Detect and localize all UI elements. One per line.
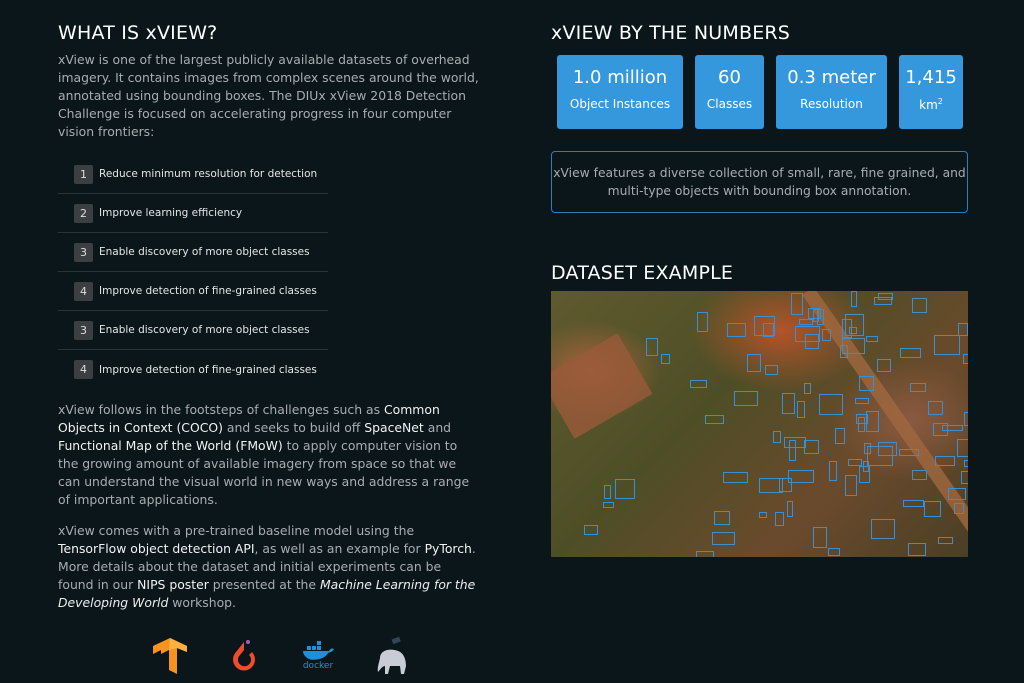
stats-row	[557, 55, 963, 129]
text: , as well as an example for	[254, 541, 425, 556]
framework-logos	[150, 636, 412, 676]
bounding-box	[782, 393, 796, 414]
stat-object-instances	[557, 55, 683, 129]
item-label: Improve learning efficiency	[99, 207, 243, 219]
gdal-elephant-logo-icon[interactable]	[372, 636, 412, 676]
bounding-box	[961, 471, 968, 484]
bounding-box	[948, 488, 966, 500]
bounding-box	[954, 503, 965, 514]
bounding-box	[845, 475, 857, 495]
bounding-box	[584, 525, 598, 536]
pytorch-link[interactable]: PyTorch	[424, 541, 472, 556]
list-item	[58, 233, 328, 272]
bounding-box	[928, 401, 943, 415]
frontiers-list	[58, 155, 328, 389]
numbers-title: xVIEW BY THE NUMBERS	[551, 22, 791, 44]
description-box: xView features a diverse collection of small, rare, fine grained, and multi-type objects with bounding box annotation.	[551, 151, 968, 213]
pytorch-logo-icon[interactable]	[224, 636, 264, 676]
bounding-box	[871, 519, 896, 539]
bounding-box	[842, 319, 852, 337]
bounding-box	[851, 291, 857, 307]
bounding-box	[788, 470, 814, 483]
footsteps-paragraph	[58, 401, 480, 509]
item-number: 2	[74, 204, 93, 223]
bounding-box	[765, 365, 778, 375]
dataset-example-image	[551, 291, 968, 557]
fmow-link[interactable]: Functional Map of the World (FMoW)	[58, 438, 283, 453]
stat-label	[899, 97, 963, 112]
bounding-box	[866, 336, 878, 342]
item-number: 4	[74, 282, 93, 301]
bounding-box	[840, 345, 848, 358]
bounding-box	[903, 500, 924, 507]
intro-paragraph: xView is one of the largest publicly available datasets of overhead imagery. It contains images from complex scenes around the world, annotated using bounding boxes. The DIUx xView 2018 Detection Challenge is focused on accelerating progress in four computer vision frontiers:	[58, 52, 479, 139]
bounding-box	[819, 394, 843, 415]
bounding-box	[935, 456, 955, 466]
list-item	[58, 311, 328, 350]
bounding-box	[813, 527, 827, 548]
bounding-box	[924, 501, 941, 516]
item-label: Reduce minimum resolution for detection	[99, 168, 318, 180]
bounding-box	[714, 511, 731, 525]
text: xView follows in the footsteps of challenges such as	[58, 402, 384, 417]
bounding-box	[690, 380, 707, 388]
bounding-box	[899, 449, 919, 455]
item-number: 4	[74, 360, 93, 379]
bounding-box	[754, 316, 775, 336]
item-label: Enable discovery of more object classes	[99, 246, 310, 258]
text: and seeks to build off	[222, 420, 365, 435]
list-item	[58, 155, 328, 194]
bounding-box	[848, 459, 862, 466]
bounding-box	[797, 401, 806, 419]
stat-value: 0.3 meter	[787, 67, 876, 88]
bounding-box	[734, 391, 758, 405]
bounding-box	[934, 335, 960, 355]
bounding-box	[877, 359, 892, 372]
bounding-box	[908, 543, 927, 555]
list-item	[58, 350, 328, 389]
bounding-box	[723, 472, 748, 483]
item-number: 1	[74, 165, 93, 184]
unit: km	[919, 98, 938, 112]
item-number: 3	[74, 243, 93, 262]
bounding-box	[697, 312, 708, 332]
docker-text: docker	[302, 661, 334, 671]
stat-label: Classes	[706, 97, 753, 111]
bounding-box	[795, 326, 820, 342]
text: and	[423, 420, 452, 435]
bounding-box	[747, 354, 761, 372]
bounding-box	[942, 425, 962, 432]
bounding-box	[712, 532, 735, 545]
bounding-box	[779, 478, 792, 492]
bounding-box	[787, 501, 793, 517]
docker-logo-icon[interactable]	[298, 636, 338, 676]
bounding-box	[859, 376, 874, 391]
text: . More details about the dataset and initial experiments can be found in our	[58, 541, 476, 592]
text: to apply computer vision to the growing amount of available imagery from space so that we can understand the visual world in new ways and address a range of important applications.	[58, 438, 470, 507]
stat-label: Resolution	[800, 97, 863, 111]
bounding-box	[727, 323, 746, 337]
spacenet-link[interactable]: SpaceNet	[364, 420, 424, 435]
text: workshop.	[168, 595, 236, 610]
bounding-box	[900, 348, 921, 358]
bounding-box	[855, 398, 869, 404]
what-is-xview-title: WHAT IS xVIEW?	[58, 22, 218, 44]
text: presented at the	[208, 577, 320, 592]
bounding-box	[696, 551, 714, 557]
list-item	[58, 194, 328, 233]
bounding-box	[835, 428, 845, 445]
workshop-name: Machine Learning for the Developing World	[58, 577, 476, 610]
stat-resolution	[776, 55, 887, 129]
bounding-box	[784, 437, 805, 449]
stat-classes	[695, 55, 764, 129]
bounding-box	[822, 329, 830, 340]
baseline-paragraph	[58, 522, 480, 612]
bounding-box	[958, 323, 968, 336]
coco-link[interactable]: Common Objects in Context (COCO)	[58, 402, 440, 435]
bounding-box	[938, 537, 953, 544]
item-label: Improve detection of fine-grained classes	[99, 363, 317, 376]
bounding-box	[646, 338, 658, 357]
bounding-box	[964, 460, 968, 467]
bounding-box	[813, 309, 819, 322]
stat-label: Object Instances	[569, 97, 671, 111]
bounding-box	[799, 319, 813, 326]
bounding-box	[829, 461, 837, 481]
nips-poster-link[interactable]: NIPS poster	[137, 577, 209, 592]
text: xView comes with a pre-trained baseline model using the	[58, 523, 415, 538]
bounding-box	[603, 502, 614, 508]
tensorflow-link[interactable]: TensorFlow object detection API	[58, 541, 255, 556]
stat-area	[899, 55, 963, 129]
item-label: Enable discovery of more object classes	[99, 324, 310, 336]
bounding-box	[828, 548, 840, 557]
bounding-box	[775, 512, 784, 526]
bounding-box	[910, 383, 926, 393]
stat-value: 60	[718, 67, 741, 88]
stat-value: 1.0 million	[572, 67, 668, 88]
bounding-box	[866, 411, 879, 432]
item-number: 3	[74, 321, 93, 340]
dataset-example-title: DATASET EXAMPLE	[551, 262, 734, 284]
bounding-box	[773, 431, 781, 443]
stat-value: 1,415	[905, 67, 957, 88]
list-item	[58, 272, 328, 311]
unit-exponent: 2	[937, 97, 943, 106]
bounding-box	[912, 470, 927, 480]
bounding-box	[858, 417, 865, 432]
item-label: Improve detection of fine-grained classes	[99, 285, 317, 297]
bounding-box	[615, 479, 634, 499]
bounding-box	[963, 354, 968, 364]
bounding-box	[661, 354, 670, 364]
bounding-box	[759, 512, 767, 518]
bounding-box	[804, 383, 811, 395]
bounding-box	[705, 415, 724, 423]
bounding-box	[874, 297, 892, 305]
bounding-box	[912, 298, 927, 313]
bounding-box	[604, 485, 611, 500]
bounding-box	[957, 439, 968, 457]
bounding-box	[964, 412, 968, 426]
bounding-box	[804, 440, 819, 454]
tensorflow-logo-icon[interactable]	[150, 636, 190, 676]
bounding-box	[791, 293, 803, 315]
bounding-box	[867, 446, 892, 466]
